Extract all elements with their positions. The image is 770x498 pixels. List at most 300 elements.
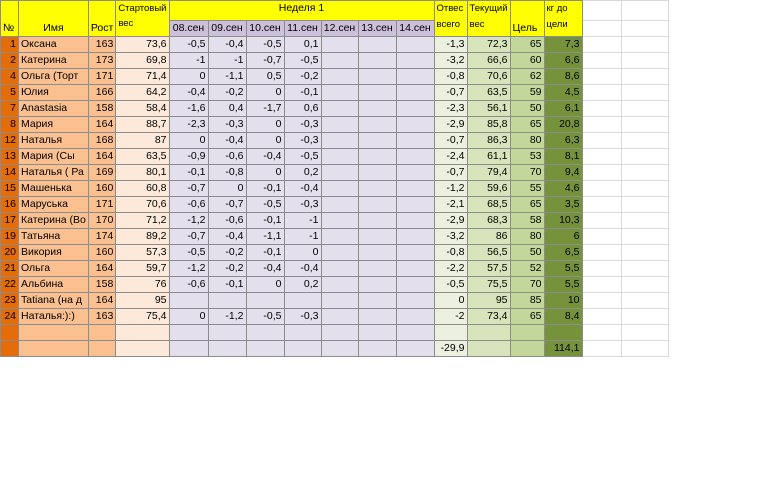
name-cell[interactable]: Катерина [19, 53, 89, 69]
current-weight-cell[interactable] [467, 341, 510, 357]
daily-change-cell[interactable]: 0 [246, 117, 284, 133]
kg-to-goal-cell[interactable]: 5,5 [544, 277, 582, 293]
empty-cell[interactable] [582, 101, 621, 117]
row-number-cell[interactable]: 20 [1, 245, 19, 261]
name-cell[interactable]: Ольга [19, 261, 89, 277]
daily-change-cell[interactable] [358, 261, 396, 277]
current-weight-cell[interactable]: 56,1 [467, 101, 510, 117]
height-cell[interactable]: 170 [88, 213, 115, 229]
daily-change-cell[interactable] [284, 293, 321, 309]
name-cell[interactable]: Anastasia [19, 101, 89, 117]
row-number-cell[interactable]: 14 [1, 165, 19, 181]
name-cell[interactable]: Юлия [19, 85, 89, 101]
daily-change-cell[interactable] [396, 149, 434, 165]
daily-change-cell[interactable] [358, 197, 396, 213]
daily-change-cell[interactable] [396, 277, 434, 293]
goal-cell[interactable]: 80 [510, 133, 544, 149]
empty-cell[interactable] [582, 181, 621, 197]
daily-change-cell[interactable] [358, 69, 396, 85]
daily-change-cell[interactable] [358, 325, 396, 341]
current-weight-cell[interactable]: 85,8 [467, 117, 510, 133]
start-weight-cell[interactable]: 88,7 [116, 117, 169, 133]
daily-change-cell[interactable]: -0,3 [284, 117, 321, 133]
name-cell[interactable]: Tatiana (на д [19, 293, 89, 309]
daily-change-cell[interactable] [246, 341, 284, 357]
daily-change-cell[interactable] [358, 277, 396, 293]
height-cell[interactable]: 171 [88, 197, 115, 213]
empty-cell[interactable] [582, 197, 621, 213]
daily-change-cell[interactable] [284, 341, 321, 357]
empty-cell[interactable] [582, 261, 621, 277]
daily-change-cell[interactable]: 0,6 [284, 101, 321, 117]
row-number-cell[interactable]: 4 [1, 69, 19, 85]
daily-change-cell[interactable]: -1,1 [208, 69, 246, 85]
daily-change-cell[interactable]: -1 [284, 229, 321, 245]
empty-cell[interactable] [621, 197, 668, 213]
empty-cell[interactable] [621, 213, 668, 229]
kg-to-goal-cell[interactable]: 10,3 [544, 213, 582, 229]
current-weight-cell[interactable]: 75,5 [467, 277, 510, 293]
empty-cell[interactable] [582, 213, 621, 229]
empty-cell[interactable] [582, 277, 621, 293]
name-cell[interactable]: Маруська [19, 197, 89, 213]
empty-cell[interactable] [582, 309, 621, 325]
daily-change-cell[interactable] [321, 309, 358, 325]
daily-change-cell[interactable]: -0,6 [169, 277, 208, 293]
daily-change-cell[interactable] [358, 133, 396, 149]
name-cell[interactable]: Татьяна [19, 229, 89, 245]
kg-to-goal-cell[interactable]: 6,6 [544, 53, 582, 69]
empty-cell[interactable] [621, 85, 668, 101]
kg-to-goal-cell[interactable]: 4,6 [544, 181, 582, 197]
daily-change-cell[interactable] [396, 117, 434, 133]
daily-change-cell[interactable]: -0,7 [246, 53, 284, 69]
row-number-cell[interactable]: 22 [1, 277, 19, 293]
kg-to-goal-sum-cell[interactable]: 114,1 [544, 341, 582, 357]
empty-cell[interactable] [582, 229, 621, 245]
name-cell[interactable]: Мария [19, 117, 89, 133]
daily-change-cell[interactable]: -0,8 [208, 165, 246, 181]
total-loss-cell[interactable]: -2 [434, 309, 467, 325]
daily-change-cell[interactable] [396, 213, 434, 229]
start-weight-cell[interactable]: 76 [116, 277, 169, 293]
daily-change-cell[interactable]: -0,2 [284, 69, 321, 85]
current-weight-cell[interactable]: 68,5 [467, 197, 510, 213]
daily-change-cell[interactable] [358, 229, 396, 245]
height-cell[interactable]: 163 [88, 37, 115, 53]
daily-change-cell[interactable] [321, 261, 358, 277]
empty-cell[interactable] [621, 53, 668, 69]
current-weight-cell[interactable]: 56,5 [467, 245, 510, 261]
row-number-cell[interactable]: 23 [1, 293, 19, 309]
goal-cell[interactable]: 55 [510, 181, 544, 197]
daily-change-cell[interactable]: -0,4 [284, 181, 321, 197]
goal-cell[interactable]: 60 [510, 53, 544, 69]
kg-to-goal-cell[interactable]: 6,5 [544, 245, 582, 261]
empty-cell[interactable] [582, 1, 621, 21]
daily-change-cell[interactable]: 0 [284, 245, 321, 261]
goal-cell[interactable]: 59 [510, 85, 544, 101]
name-cell[interactable]: Викория [19, 245, 89, 261]
goal-cell[interactable]: 80 [510, 229, 544, 245]
daily-change-cell[interactable] [358, 85, 396, 101]
daily-change-cell[interactable]: -1,7 [246, 101, 284, 117]
daily-change-cell[interactable] [321, 133, 358, 149]
empty-cell[interactable] [582, 245, 621, 261]
daily-change-cell[interactable] [396, 245, 434, 261]
name-cell[interactable] [19, 325, 89, 341]
row-number-cell[interactable]: 16 [1, 197, 19, 213]
total-loss-cell[interactable]: -0,8 [434, 245, 467, 261]
total-loss-cell[interactable]: -2,2 [434, 261, 467, 277]
empty-cell[interactable] [621, 21, 668, 37]
height-cell[interactable]: 158 [88, 277, 115, 293]
header-date[interactable]: 11.сен [284, 21, 321, 37]
daily-change-cell[interactable] [358, 213, 396, 229]
daily-change-cell[interactable]: -0,3 [208, 117, 246, 133]
height-cell[interactable]: 164 [88, 117, 115, 133]
name-cell[interactable]: Наталья:):) [19, 309, 89, 325]
empty-cell[interactable] [621, 133, 668, 149]
header-kg-to-goal[interactable]: кг до цели [544, 1, 582, 37]
daily-change-cell[interactable]: 0,1 [284, 37, 321, 53]
daily-change-cell[interactable] [321, 101, 358, 117]
daily-change-cell[interactable] [321, 69, 358, 85]
start-weight-cell[interactable]: 89,2 [116, 229, 169, 245]
row-number-cell[interactable]: 8 [1, 117, 19, 133]
total-loss-cell[interactable]: -0,7 [434, 133, 467, 149]
header-date[interactable]: 14.сен [396, 21, 434, 37]
start-weight-cell[interactable]: 69,8 [116, 53, 169, 69]
empty-cell[interactable] [582, 69, 621, 85]
name-cell[interactable]: Наталья ( Ра [19, 165, 89, 181]
empty-cell[interactable] [621, 309, 668, 325]
empty-cell[interactable] [582, 85, 621, 101]
kg-to-goal-cell[interactable] [544, 325, 582, 341]
empty-cell[interactable] [582, 37, 621, 53]
daily-change-cell[interactable]: -0,4 [246, 261, 284, 277]
total-loss-cell[interactable]: -2,3 [434, 101, 467, 117]
daily-change-cell[interactable]: -0,2 [208, 261, 246, 277]
daily-change-cell[interactable] [321, 85, 358, 101]
daily-change-cell[interactable] [358, 165, 396, 181]
kg-to-goal-cell[interactable]: 8,4 [544, 309, 582, 325]
daily-change-cell[interactable] [396, 53, 434, 69]
daily-change-cell[interactable] [284, 325, 321, 341]
start-weight-cell[interactable]: 95 [116, 293, 169, 309]
empty-cell[interactable] [621, 261, 668, 277]
daily-change-cell[interactable]: -0,4 [284, 261, 321, 277]
start-weight-cell[interactable]: 63,5 [116, 149, 169, 165]
empty-cell[interactable] [621, 293, 668, 309]
daily-change-cell[interactable]: -1,1 [246, 229, 284, 245]
header-start-weight[interactable]: Стартовый вес [116, 1, 169, 37]
daily-change-cell[interactable]: -0,4 [208, 133, 246, 149]
daily-change-cell[interactable] [396, 229, 434, 245]
goal-cell[interactable] [510, 325, 544, 341]
goal-cell[interactable]: 85 [510, 293, 544, 309]
daily-change-cell[interactable] [321, 277, 358, 293]
kg-to-goal-cell[interactable]: 6,1 [544, 101, 582, 117]
daily-change-cell[interactable]: -0,2 [208, 85, 246, 101]
goal-cell[interactable] [510, 341, 544, 357]
total-loss-cell[interactable]: -2,9 [434, 117, 467, 133]
daily-change-cell[interactable]: -0,5 [284, 149, 321, 165]
daily-change-cell[interactable]: -0,1 [284, 85, 321, 101]
goal-cell[interactable]: 65 [510, 117, 544, 133]
daily-change-cell[interactable] [358, 37, 396, 53]
empty-cell[interactable] [582, 165, 621, 181]
current-weight-cell[interactable]: 68,3 [467, 213, 510, 229]
goal-cell[interactable]: 50 [510, 101, 544, 117]
goal-cell[interactable]: 58 [510, 213, 544, 229]
row-number-cell[interactable]: 15 [1, 181, 19, 197]
row-number-cell[interactable]: 21 [1, 261, 19, 277]
daily-change-cell[interactable]: -0,7 [208, 197, 246, 213]
daily-change-cell[interactable]: -0,3 [284, 133, 321, 149]
start-weight-cell[interactable]: 57,3 [116, 245, 169, 261]
goal-cell[interactable]: 65 [510, 37, 544, 53]
daily-change-cell[interactable]: -0,5 [169, 37, 208, 53]
daily-change-cell[interactable] [358, 245, 396, 261]
daily-change-cell[interactable]: 0,5 [246, 69, 284, 85]
daily-change-cell[interactable]: 0 [246, 277, 284, 293]
daily-change-cell[interactable] [396, 133, 434, 149]
empty-cell[interactable] [582, 149, 621, 165]
height-cell[interactable]: 160 [88, 245, 115, 261]
daily-change-cell[interactable]: -0,3 [284, 197, 321, 213]
total-loss-cell[interactable] [434, 325, 467, 341]
header-no[interactable]: № [1, 1, 19, 37]
empty-cell[interactable] [621, 1, 668, 21]
goal-cell[interactable]: 65 [510, 197, 544, 213]
goal-cell[interactable]: 65 [510, 309, 544, 325]
empty-cell[interactable] [621, 37, 668, 53]
start-weight-cell[interactable]: 60,8 [116, 181, 169, 197]
row-number-cell[interactable]: 12 [1, 133, 19, 149]
daily-change-cell[interactable] [396, 69, 434, 85]
current-weight-cell[interactable]: 59,6 [467, 181, 510, 197]
kg-to-goal-cell[interactable]: 3,5 [544, 197, 582, 213]
daily-change-cell[interactable] [321, 197, 358, 213]
daily-change-cell[interactable] [321, 325, 358, 341]
daily-change-cell[interactable] [321, 213, 358, 229]
row-number-cell[interactable]: 24 [1, 309, 19, 325]
daily-change-cell[interactable]: 0 [246, 85, 284, 101]
daily-change-cell[interactable] [246, 325, 284, 341]
daily-change-cell[interactable] [396, 325, 434, 341]
total-loss-cell[interactable]: -2,4 [434, 149, 467, 165]
empty-cell[interactable] [621, 229, 668, 245]
daily-change-cell[interactable]: -1 [208, 53, 246, 69]
daily-change-cell[interactable] [358, 341, 396, 357]
daily-change-cell[interactable]: 0 [169, 69, 208, 85]
current-weight-cell[interactable]: 73,4 [467, 309, 510, 325]
height-cell[interactable]: 174 [88, 229, 115, 245]
header-week[interactable]: Неделя 1 [169, 1, 434, 21]
daily-change-cell[interactable]: -0,6 [208, 213, 246, 229]
name-cell[interactable]: Ольга (Торт [19, 69, 89, 85]
daily-change-cell[interactable]: -0,4 [246, 149, 284, 165]
daily-change-cell[interactable]: -0,4 [208, 37, 246, 53]
start-weight-cell[interactable] [116, 325, 169, 341]
total-loss-cell[interactable]: -1,2 [434, 181, 467, 197]
header-goal[interactable]: Цель [510, 1, 544, 37]
daily-change-cell[interactable] [358, 53, 396, 69]
goal-cell[interactable]: 52 [510, 261, 544, 277]
total-loss-sum-cell[interactable]: -29,9 [434, 341, 467, 357]
height-cell[interactable]: 164 [88, 293, 115, 309]
daily-change-cell[interactable]: 0,4 [208, 101, 246, 117]
daily-change-cell[interactable] [321, 117, 358, 133]
daily-change-cell[interactable] [169, 341, 208, 357]
daily-change-cell[interactable] [358, 117, 396, 133]
daily-change-cell[interactable] [396, 85, 434, 101]
current-weight-cell[interactable]: 66,6 [467, 53, 510, 69]
row-number-cell[interactable]: 1 [1, 37, 19, 53]
kg-to-goal-cell[interactable]: 6 [544, 229, 582, 245]
daily-change-cell[interactable]: 0 [208, 181, 246, 197]
daily-change-cell[interactable]: -1,2 [169, 261, 208, 277]
start-weight-cell[interactable]: 71,4 [116, 69, 169, 85]
daily-change-cell[interactable]: -2,3 [169, 117, 208, 133]
name-cell[interactable]: Мария (Сы [19, 149, 89, 165]
height-cell[interactable]: 168 [88, 133, 115, 149]
empty-cell[interactable] [621, 101, 668, 117]
empty-cell[interactable] [621, 181, 668, 197]
empty-cell[interactable] [621, 69, 668, 85]
empty-cell[interactable] [582, 293, 621, 309]
current-weight-cell[interactable]: 61,1 [467, 149, 510, 165]
daily-change-cell[interactable] [358, 309, 396, 325]
empty-cell[interactable] [621, 325, 668, 341]
height-cell[interactable]: 169 [88, 165, 115, 181]
goal-cell[interactable]: 62 [510, 69, 544, 85]
kg-to-goal-cell[interactable]: 10 [544, 293, 582, 309]
height-cell[interactable]: 163 [88, 309, 115, 325]
total-loss-cell[interactable]: -3,2 [434, 53, 467, 69]
row-number-cell[interactable] [1, 341, 19, 357]
row-number-cell[interactable] [1, 325, 19, 341]
daily-change-cell[interactable]: 0 [169, 309, 208, 325]
current-weight-cell[interactable]: 70,6 [467, 69, 510, 85]
goal-cell[interactable]: 53 [510, 149, 544, 165]
daily-change-cell[interactable] [321, 53, 358, 69]
header-date[interactable]: 13.сен [358, 21, 396, 37]
daily-change-cell[interactable]: -0,6 [169, 197, 208, 213]
current-weight-cell[interactable]: 63,5 [467, 85, 510, 101]
row-number-cell[interactable]: 5 [1, 85, 19, 101]
daily-change-cell[interactable]: -0,1 [246, 245, 284, 261]
daily-change-cell[interactable] [396, 309, 434, 325]
kg-to-goal-cell[interactable]: 8,1 [544, 149, 582, 165]
daily-change-cell[interactable]: -0,7 [169, 181, 208, 197]
daily-change-cell[interactable]: -0,1 [169, 165, 208, 181]
daily-change-cell[interactable]: -0,5 [246, 309, 284, 325]
daily-change-cell[interactable]: -0,5 [246, 197, 284, 213]
header-date[interactable]: 08.сен [169, 21, 208, 37]
header-current-weight[interactable]: Текущий вес [467, 1, 510, 37]
total-loss-cell[interactable]: -0,5 [434, 277, 467, 293]
daily-change-cell[interactable]: -1,6 [169, 101, 208, 117]
kg-to-goal-cell[interactable]: 4,5 [544, 85, 582, 101]
total-loss-cell[interactable]: -2,1 [434, 197, 467, 213]
total-loss-cell[interactable]: -2,9 [434, 213, 467, 229]
kg-to-goal-cell[interactable]: 8,6 [544, 69, 582, 85]
daily-change-cell[interactable] [321, 181, 358, 197]
empty-cell[interactable] [621, 245, 668, 261]
total-loss-cell[interactable]: -0,7 [434, 85, 467, 101]
kg-to-goal-cell[interactable]: 6,3 [544, 133, 582, 149]
current-weight-cell[interactable] [467, 325, 510, 341]
daily-change-cell[interactable]: -0,4 [208, 229, 246, 245]
height-cell[interactable] [88, 341, 115, 357]
daily-change-cell[interactable] [396, 165, 434, 181]
daily-change-cell[interactable] [208, 341, 246, 357]
kg-to-goal-cell[interactable]: 5,5 [544, 261, 582, 277]
empty-cell[interactable] [582, 53, 621, 69]
daily-change-cell[interactable]: -0,5 [169, 245, 208, 261]
total-loss-cell[interactable]: 0 [434, 293, 467, 309]
daily-change-cell[interactable] [396, 293, 434, 309]
daily-change-cell[interactable]: -0,2 [208, 245, 246, 261]
start-weight-cell[interactable]: 75,4 [116, 309, 169, 325]
daily-change-cell[interactable]: -1 [169, 53, 208, 69]
daily-change-cell[interactable]: -0,1 [246, 213, 284, 229]
height-cell[interactable] [88, 325, 115, 341]
header-height[interactable]: Рост [88, 1, 115, 37]
daily-change-cell[interactable]: -0,6 [208, 149, 246, 165]
daily-change-cell[interactable] [358, 293, 396, 309]
daily-change-cell[interactable]: 0,2 [284, 165, 321, 181]
start-weight-cell[interactable]: 87 [116, 133, 169, 149]
daily-change-cell[interactable]: -1,2 [208, 309, 246, 325]
name-cell[interactable] [19, 341, 89, 357]
empty-cell[interactable] [621, 341, 668, 357]
header-date[interactable]: 10.сен [246, 21, 284, 37]
kg-to-goal-cell[interactable]: 20,8 [544, 117, 582, 133]
empty-cell[interactable] [621, 149, 668, 165]
daily-change-cell[interactable] [321, 341, 358, 357]
goal-cell[interactable]: 70 [510, 165, 544, 181]
row-number-cell[interactable]: 7 [1, 101, 19, 117]
current-weight-cell[interactable]: 86,3 [467, 133, 510, 149]
start-weight-cell[interactable]: 71,2 [116, 213, 169, 229]
current-weight-cell[interactable]: 95 [467, 293, 510, 309]
total-loss-cell[interactable]: -0,8 [434, 69, 467, 85]
daily-change-cell[interactable]: 0 [246, 133, 284, 149]
height-cell[interactable]: 164 [88, 261, 115, 277]
empty-cell[interactable] [582, 133, 621, 149]
daily-change-cell[interactable] [208, 293, 246, 309]
daily-change-cell[interactable]: -0,1 [208, 277, 246, 293]
height-cell[interactable]: 171 [88, 69, 115, 85]
daily-change-cell[interactable] [246, 293, 284, 309]
row-number-cell[interactable]: 13 [1, 149, 19, 165]
height-cell[interactable]: 164 [88, 149, 115, 165]
empty-cell[interactable] [582, 21, 621, 37]
empty-cell[interactable] [621, 117, 668, 133]
daily-change-cell[interactable] [208, 325, 246, 341]
total-loss-cell[interactable]: -3,2 [434, 229, 467, 245]
header-date[interactable]: 12.сен [321, 21, 358, 37]
daily-change-cell[interactable] [396, 101, 434, 117]
start-weight-cell[interactable]: 80,1 [116, 165, 169, 181]
empty-cell[interactable] [582, 117, 621, 133]
daily-change-cell[interactable] [396, 181, 434, 197]
daily-change-cell[interactable]: -0,5 [246, 37, 284, 53]
goal-cell[interactable]: 70 [510, 277, 544, 293]
